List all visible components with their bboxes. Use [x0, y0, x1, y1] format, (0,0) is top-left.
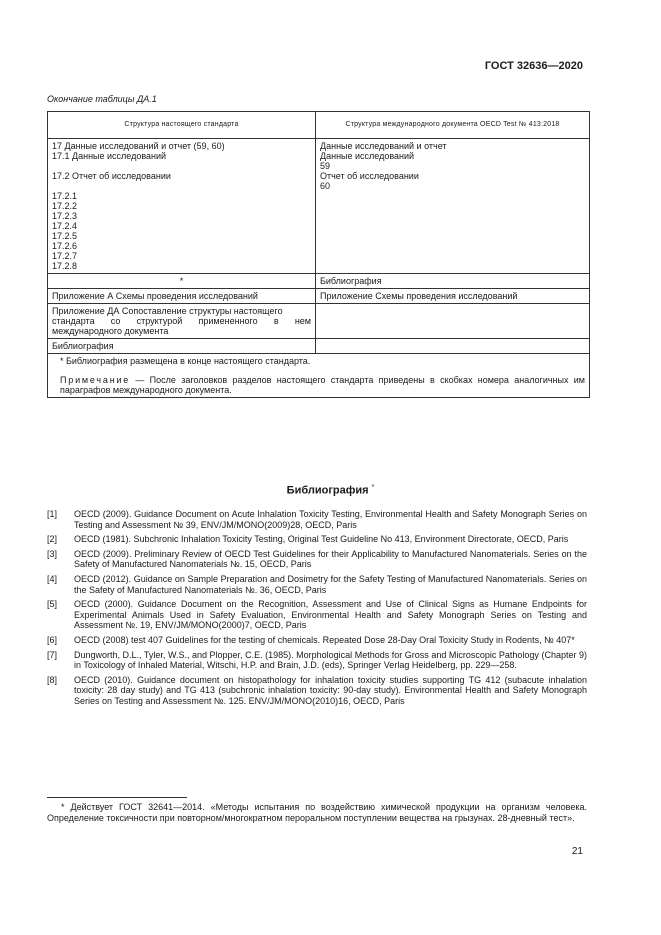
footnote-marker: *: [371, 484, 375, 491]
bibliography-entry: [47, 534, 587, 545]
table-line: Приложение ДА Сопоставление структуры настоящего: [52, 306, 283, 316]
column-header-right: Структура международного документа OECD Test № 413:2018: [316, 112, 590, 139]
reference-number: [5]: [47, 599, 58, 610]
reference-number: [7]: [47, 649, 58, 660]
bibliography-entry: [47, 574, 587, 595]
reference-number: [3]: [47, 548, 58, 559]
table-line: 17.2.5: [52, 231, 78, 241]
table-line: 17.2.4: [52, 221, 78, 231]
footnote-divider: [47, 797, 187, 798]
table-cell: Библиография: [316, 274, 590, 289]
bibliography-entry: [47, 509, 587, 530]
note-label: Примечание: [60, 375, 131, 385]
table-cell: *: [48, 274, 316, 289]
table-header-row: [48, 112, 590, 139]
bibliography-entry: [47, 599, 587, 631]
reference-text: OECD (2008) test 407 Guidelines for the testing of chemicals. Repeated Dose 28-Day Oral Toxicity Study in Rodents, № 407*: [74, 634, 575, 645]
bibliography-entry: [47, 549, 587, 570]
structure-comparison-table: [47, 111, 590, 398]
table-line: Данные исследований: [320, 151, 415, 161]
appendix-da-cell: [48, 304, 316, 339]
table-line: 17.2.8: [52, 261, 78, 271]
table-line: 17.1 Данные исследований: [52, 151, 167, 161]
table-line: Отчет об исследовании: [320, 171, 419, 181]
reference-text: OECD (2012). Guidance on Sample Preparation and Dosimetry for the Safety Testing of Manufactured Nanomaterials. Series on the Safety of Manufactured Nanomaterials №. 36, OECD, Paris: [74, 573, 587, 595]
table-cell: Приложение Схемы проведения исследований: [316, 289, 590, 304]
table-line: 60: [320, 181, 331, 191]
reference-number: [2]: [47, 534, 58, 545]
reference-text: OECD (2009). Guidance Document on Acute Inhalation Toxicity Testing, Environmental Health and Safety Monograph Series on Testing and Assessment № 39, ENV/JM/MONO(2009)28, OECD, Paris: [74, 509, 587, 530]
table-line: 17.2.3: [52, 211, 78, 221]
table-line: 17.2.7: [52, 251, 78, 261]
page-number: 21: [571, 846, 583, 857]
reference-text: OECD (2000). Guidance Document on the Recognition, Assessment and Use of Clinical Signs as Humane Endpoints for Experimental Animals Used in Safety Evaluation, Environmental Health and Safety Monograph Series on Testing and Assessment №. 19, ENV/JM/MONO(2000)7, OECD, Paris: [74, 599, 587, 631]
reference-text: OECD (2009). Preliminary Review of OECD Test Guidelines for their Applicability to Manufactured Nanomaterials. Series on the Safety of Manufactured Nanomaterials №. 15, OECD, Paris: [74, 548, 587, 570]
bibliography-entry: [47, 635, 587, 646]
table-line: 17.2.6: [52, 241, 78, 251]
table-row-appendix-a: [48, 289, 590, 304]
reference-number: [6]: [47, 634, 58, 645]
note-body: — После заголовков разделов настоящего стандарта приведены в скобках номера аналогичных им параграфов международного документа.: [60, 375, 585, 395]
reference-number: [1]: [47, 509, 58, 519]
column-header-left: Структура настоящего стандарта: [48, 112, 316, 139]
reference-number: [8]: [47, 674, 58, 685]
table-line: [52, 181, 311, 191]
reference-text: OECD (2010). Guidance document on histopathology for inhalation toxicity studies supporting TG 412 (subacute inhalation toxicity: 28 day study) and TG 413 (subchronic inhalation toxicity: 90-day study). Environmental Health and Safety Monograph Series on Testing and Assessment №. 125. ENV/JM/MONO(2010)16, OECD, Paris: [74, 674, 587, 706]
bibliography-heading: [0, 484, 661, 497]
table-line: 17.2.2: [52, 201, 78, 211]
document-code-header: ГОСТ 32636—2020: [484, 60, 583, 72]
table-line: [52, 161, 311, 171]
table-line: стандарта со структурой примененного в нем: [52, 316, 311, 326]
table-note-cell: [48, 354, 590, 398]
table-row-bibliography: [48, 339, 590, 354]
reference-number: [4]: [47, 573, 58, 584]
reference-text: OECD (1981). Subchronic Inhalation Toxicity Testing, Original Test Guideline No 413, Environment Directorate, OECD, Paris: [74, 534, 569, 545]
table-cell-empty: [316, 304, 590, 339]
table-cell: Приложение А Схемы проведения исследований: [48, 289, 316, 304]
table-footnote: * Библиография размещена в конце настоящего стандарта.: [60, 356, 311, 366]
table-row-bibliography-star: [48, 274, 590, 289]
bibliography-entry: [47, 675, 587, 707]
table-note-row: [48, 354, 590, 398]
table-line: 17.2 Отчет об исследовании: [52, 171, 171, 181]
page-footnote: * Действует ГОСТ 32641—2014. «Методы испытания по воздействию химической продукции на организм человека. Определение токсичности при повторном/многократном пероральном поступлении вещества на грызунах. 28-дневный тест».: [47, 802, 587, 823]
section-17-right-cell: [316, 139, 590, 274]
table-note: [52, 375, 585, 395]
section-17-left-cell: [48, 139, 316, 274]
table-cell-empty: [316, 339, 590, 354]
table-row-appendix-da: [48, 304, 590, 339]
table-line: международного документа: [52, 326, 169, 336]
table-row-section-17: [48, 139, 590, 274]
table-line: 17.2.1: [52, 191, 78, 201]
table-line: 59: [320, 161, 331, 171]
table-line: 17 Данные исследований и отчет (59, 60): [52, 141, 225, 151]
table-caption: Окончание таблицы ДА.1: [47, 94, 157, 104]
table-line: Данные исследований и отчет: [320, 141, 447, 151]
reference-text: Dungworth, D.L., Tyler, W.S., and Plopper, C.E. (1985). Morphological Methods for Gross and Microscopic Pathology (Chapter 9) in Toxicology of Inhaled Material, Witschi, H.P. and Brain, J.D. (eds), Springer Verlag Heidelberg, pp. 229—258.: [74, 649, 587, 671]
bibliography-title: Библиография: [286, 484, 369, 497]
bibliography-list: [47, 509, 587, 711]
table-cell: Библиография: [48, 339, 316, 354]
bibliography-entry: [47, 650, 587, 671]
